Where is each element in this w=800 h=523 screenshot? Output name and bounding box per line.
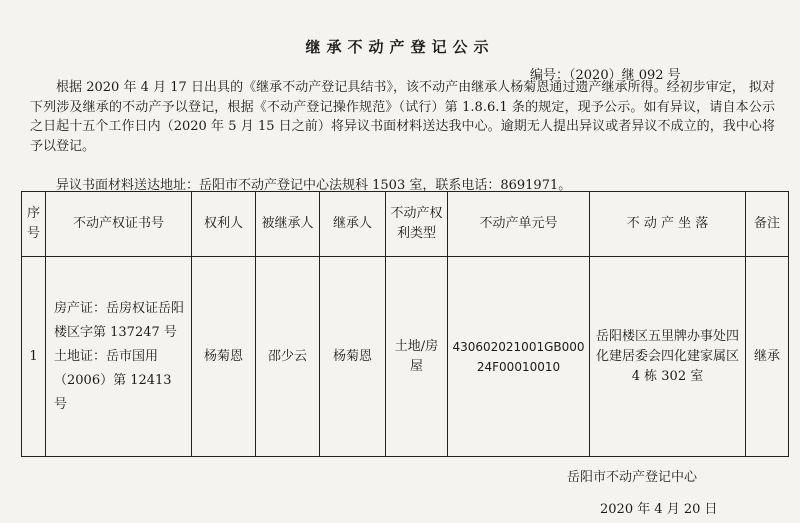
header-location: 不 动 产 坐 落 [590,192,746,257]
header-seq: 序号 [22,192,46,257]
cert-house: 房产证：岳房权证岳阳楼区字第 137247 号 [54,300,185,340]
cert-land: 土地证：岳市国用（2006）第 12413 号 [54,348,172,412]
issuer-signature: 岳阳市不动产登记中心 [567,470,698,485]
document-number: 编号：（2020）继 092 号 [530,68,681,83]
header-unit-no: 不动产单元号 [448,192,590,257]
header-holder: 权利人 [192,192,256,257]
table-row [22,257,789,457]
cell-unit-no: 430602021001GB00024F00010010 [448,257,590,457]
objection-address: 异议书面材料送达地址：岳阳市不动产登记中心法规科 1503 室，联系电话：8691971。 [56,178,572,193]
document-title: 继承不动产登记公示 [305,38,495,56]
cell-right-type: 土地/房屋 [386,257,448,457]
cell-seq: 1 [22,257,46,457]
property-table [21,191,789,457]
cell-decedent: 邵少云 [256,257,320,457]
cell-cert [46,257,192,457]
cell-heir: 杨菊恩 [320,257,386,457]
header-decedent: 被继承人 [256,192,320,257]
cell-location: 岳阳楼区五里牌办事处四化建居委会四化建家属区 4 栋 302 室 [590,257,746,457]
header-remark: 备注 [746,192,789,257]
table-header-row [22,192,789,257]
cell-holder: 杨菊恩 [192,257,256,457]
header-heir: 继承人 [320,192,386,257]
notice-body: 根据 2020 年 4 月 17 日出具的《继承不动产登记具结书》，该不动产由继承人杨菊恩通过遗产继承所得。经初步审定， 拟对下列涉及继承的不动产予以登记，根据《不动产登记操作规范》（试行）第 1.8.6.1 条的规定，现予公示。如有异议，请自本公示之日起十五个工作日内（2020 年 5 月 15 日之前）将异议书面材料送达我中心。逾期无人提出异议或者异议不成立的，我中心将予以登记。 [30,80,775,154]
header-right-type: 不动产权利类型 [386,192,448,257]
issue-date: 2020 年 4 月 20 日 [600,502,718,517]
cell-remark: 继承 [746,257,789,457]
header-cert: 不动产权证书号 [46,192,192,257]
